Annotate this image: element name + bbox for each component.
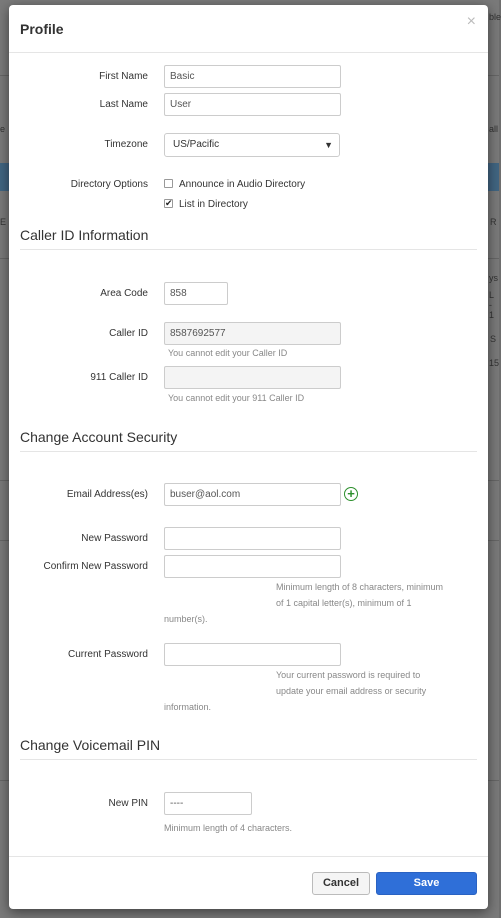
- area-code-input[interactable]: 858: [164, 282, 228, 305]
- first-name-input[interactable]: Basic: [164, 65, 341, 88]
- save-button[interactable]: Save: [376, 872, 477, 895]
- caller-911-input: [164, 366, 341, 389]
- timezone-select[interactable]: [164, 133, 340, 157]
- password-help-line: of 1 capital letter(s), minimum of 1: [276, 598, 412, 608]
- chevron-down-icon: ▼: [324, 140, 333, 150]
- new-pin-label: New PIN: [108, 798, 148, 809]
- current-password-help-line: update your email address or security: [276, 686, 427, 696]
- announce-checkbox[interactable]: [164, 179, 173, 188]
- last-name-input[interactable]: User: [164, 93, 341, 116]
- password-help-line: Minimum length of 8 characters, minimum: [276, 582, 444, 592]
- list-directory-label: List in Directory: [179, 199, 248, 210]
- caller-911-help: You cannot edit your 911 Caller ID: [168, 393, 305, 403]
- background-text: L - 1: [489, 290, 495, 320]
- list-directory-checkbox-row[interactable]: [164, 199, 248, 211]
- section-divider: [20, 249, 477, 250]
- last-name-label: Last Name: [99, 99, 148, 110]
- background-text: ys: [489, 273, 498, 283]
- background-text: all: [489, 124, 499, 134]
- announce-label: Announce in Audio Directory: [179, 179, 306, 190]
- background-text: E: [0, 217, 7, 227]
- cancel-button[interactable]: Cancel: [312, 872, 370, 895]
- confirm-password-input[interactable]: [164, 555, 341, 578]
- background-text: 15: [489, 358, 500, 368]
- modal-footer: [9, 856, 488, 909]
- profile-modal: [9, 5, 488, 909]
- area-code-label: Area Code: [100, 288, 148, 299]
- first-name-label: First Name: [99, 71, 148, 82]
- current-password-input[interactable]: [164, 643, 341, 666]
- background-text: R: [490, 217, 497, 227]
- current-password-label: Current Password: [67, 649, 148, 660]
- background-text: S: [490, 334, 497, 344]
- voicemail-pin-heading: Change Voicemail PIN: [20, 737, 161, 753]
- section-divider: [20, 451, 477, 452]
- password-help-line: number(s).: [164, 614, 208, 624]
- close-icon[interactable]: ×: [466, 13, 476, 30]
- new-password-input[interactable]: [164, 527, 341, 550]
- current-password-help-line: Your current password is required to: [276, 670, 421, 680]
- background-text: e: [0, 124, 6, 134]
- confirm-password-label: Confirm New Password: [43, 561, 148, 572]
- announce-checkbox-row[interactable]: [164, 179, 305, 191]
- timezone-value: US/Pacific: [173, 139, 220, 150]
- background-text: ble: [489, 12, 501, 22]
- add-email-icon[interactable]: +: [344, 487, 358, 501]
- caller-id-label: Caller ID: [109, 328, 148, 339]
- caller-911-label: 911 Caller ID: [90, 372, 148, 383]
- caller-id-input: 8587692577: [164, 322, 341, 345]
- caller-id-heading: Caller ID Information: [20, 227, 149, 243]
- section-divider: [20, 759, 477, 760]
- email-label: Email Address(es): [66, 489, 148, 500]
- new-password-label: New Password: [81, 533, 148, 544]
- pin-help: Minimum length of 4 characters.: [164, 823, 293, 833]
- directory-options-label: Directory Options: [70, 179, 148, 190]
- current-password-help-line: information.: [164, 702, 212, 712]
- email-input[interactable]: buser@aol.com: [164, 483, 341, 506]
- timezone-label: Timezone: [104, 139, 148, 150]
- account-security-heading: Change Account Security: [20, 429, 178, 445]
- list-directory-checkbox[interactable]: [164, 199, 173, 208]
- caller-id-help: You cannot edit your Caller ID: [168, 348, 288, 358]
- modal-header: [9, 5, 488, 53]
- modal-title: Profile: [20, 21, 64, 37]
- new-pin-input[interactable]: ----: [164, 792, 252, 815]
